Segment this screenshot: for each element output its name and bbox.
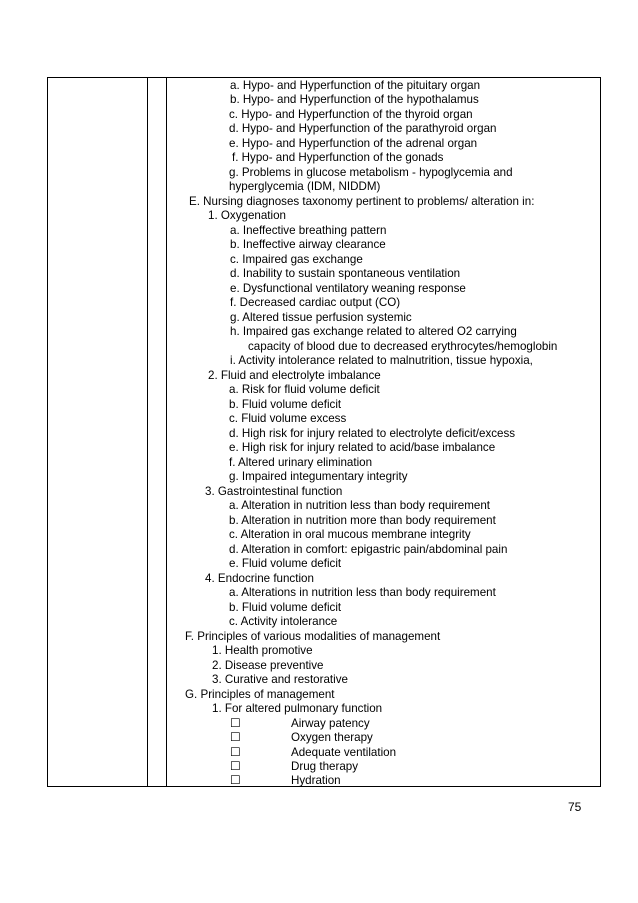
outline-line: e. High risk for injury related to acid/base imbalance xyxy=(229,441,496,454)
outline-line: e. Fluid volume deficit xyxy=(229,557,342,570)
checklist-item: Oxygen therapy xyxy=(291,731,373,744)
outline-line: g. Problems in glucose metabolism - hypoglycemia and xyxy=(229,166,513,179)
checklist-item: Drug therapy xyxy=(291,760,359,773)
outline-line: a. Hypo- and Hyperfunction of the pituitary organ xyxy=(230,79,481,92)
subsection-heading: 1. Oxygenation xyxy=(208,209,286,222)
outline-line: f. Altered urinary elimination xyxy=(229,456,373,469)
outline-line: c. Impaired gas exchange xyxy=(230,253,363,266)
outline-line: b. Fluid volume deficit xyxy=(229,601,342,614)
outline-line: 2. Disease preventive xyxy=(212,659,324,672)
outline-line: a. Ineffective breathing pattern xyxy=(230,224,387,237)
outline-line: 1. Health promotive xyxy=(212,644,313,657)
subsection-heading: 2. Fluid and electrolyte imbalance xyxy=(208,369,381,382)
checkbox-icon: ☐ xyxy=(230,730,241,744)
outline-line: d. High risk for injury related to electrolyte deficit/excess xyxy=(229,427,516,440)
outline-line: g. Altered tissue perfusion systemic xyxy=(230,311,412,324)
outline-line: f. Hypo- and Hyperfunction of the gonads xyxy=(232,151,444,164)
outline-line: e. Dysfunctional ventilatory weaning response xyxy=(230,282,466,295)
outline-line: d. Hypo- and Hyperfunction of the parathyroid organ xyxy=(229,122,497,135)
checkbox-icon: ☐ xyxy=(230,745,241,759)
subsection-heading: 1. For altered pulmonary function xyxy=(212,702,383,715)
outline-line: c. Hypo- and Hyperfunction of the thyroid organ xyxy=(229,108,473,121)
outline-line: b. Ineffective airway clearance xyxy=(230,238,386,251)
outline-line: d. Inability to sustain spontaneous ventilation xyxy=(230,267,461,280)
outline-line: b. Hypo- and Hyperfunction of the hypothalamus xyxy=(230,93,479,106)
outline-line: a. Risk for fluid volume deficit xyxy=(229,383,380,396)
section-heading: E. Nursing diagnoses taxonomy pertinent to problems/ alteration in: xyxy=(189,195,535,208)
subsection-heading: 4. Endocrine function xyxy=(205,572,314,585)
outline-line: h. Impaired gas exchange related to altered O2 carrying xyxy=(230,325,517,338)
outline-line: c. Alteration in oral mucous membrane integrity xyxy=(229,528,471,541)
checkbox-icon: ☐ xyxy=(230,773,241,787)
checklist-item: Airway patency xyxy=(291,717,370,730)
column-divider xyxy=(166,78,167,786)
outline-line: capacity of blood due to decreased erythrocytes/hemoglobin xyxy=(248,340,558,353)
outline-line: c. Fluid volume excess xyxy=(229,412,347,425)
checkbox-icon: ☐ xyxy=(230,716,241,730)
column-divider xyxy=(147,78,148,786)
outline-line: b. Fluid volume deficit xyxy=(229,398,342,411)
page-number: 75 xyxy=(568,800,582,814)
outline-line: c. Activity intolerance xyxy=(229,615,338,628)
outline-line: i. Activity intolerance related to malnutrition, tissue hypoxia, xyxy=(230,354,533,367)
subsection-heading: 3. Gastrointestinal function xyxy=(205,485,343,498)
section-heading: G. Principles of management xyxy=(185,688,335,701)
outline-line: a. Alterations in nutrition less than body requirement xyxy=(229,586,496,599)
outline-line: f. Decreased cardiac output (CO) xyxy=(230,296,401,309)
outline-line: hyperglycemia (IDM, NIDDM) xyxy=(229,180,381,193)
section-heading: F. Principles of various modalities of management xyxy=(185,630,441,643)
outline-line: e. Hypo- and Hyperfunction of the adrenal organ xyxy=(229,137,478,150)
checklist-item: Adequate ventilation xyxy=(291,746,397,759)
outline-line: b. Alteration in nutrition more than body requirement xyxy=(229,514,496,527)
outline-line: 3. Curative and restorative xyxy=(212,673,348,686)
outline-line: a. Alteration in nutrition less than body requirement xyxy=(229,499,491,512)
checklist-item: Hydration xyxy=(291,774,341,787)
checkbox-icon: ☐ xyxy=(230,759,241,773)
outline-line: g. Impaired integumentary integrity xyxy=(229,470,408,483)
outline-line: d. Alteration in comfort: epigastric pain/abdominal pain xyxy=(229,543,508,556)
